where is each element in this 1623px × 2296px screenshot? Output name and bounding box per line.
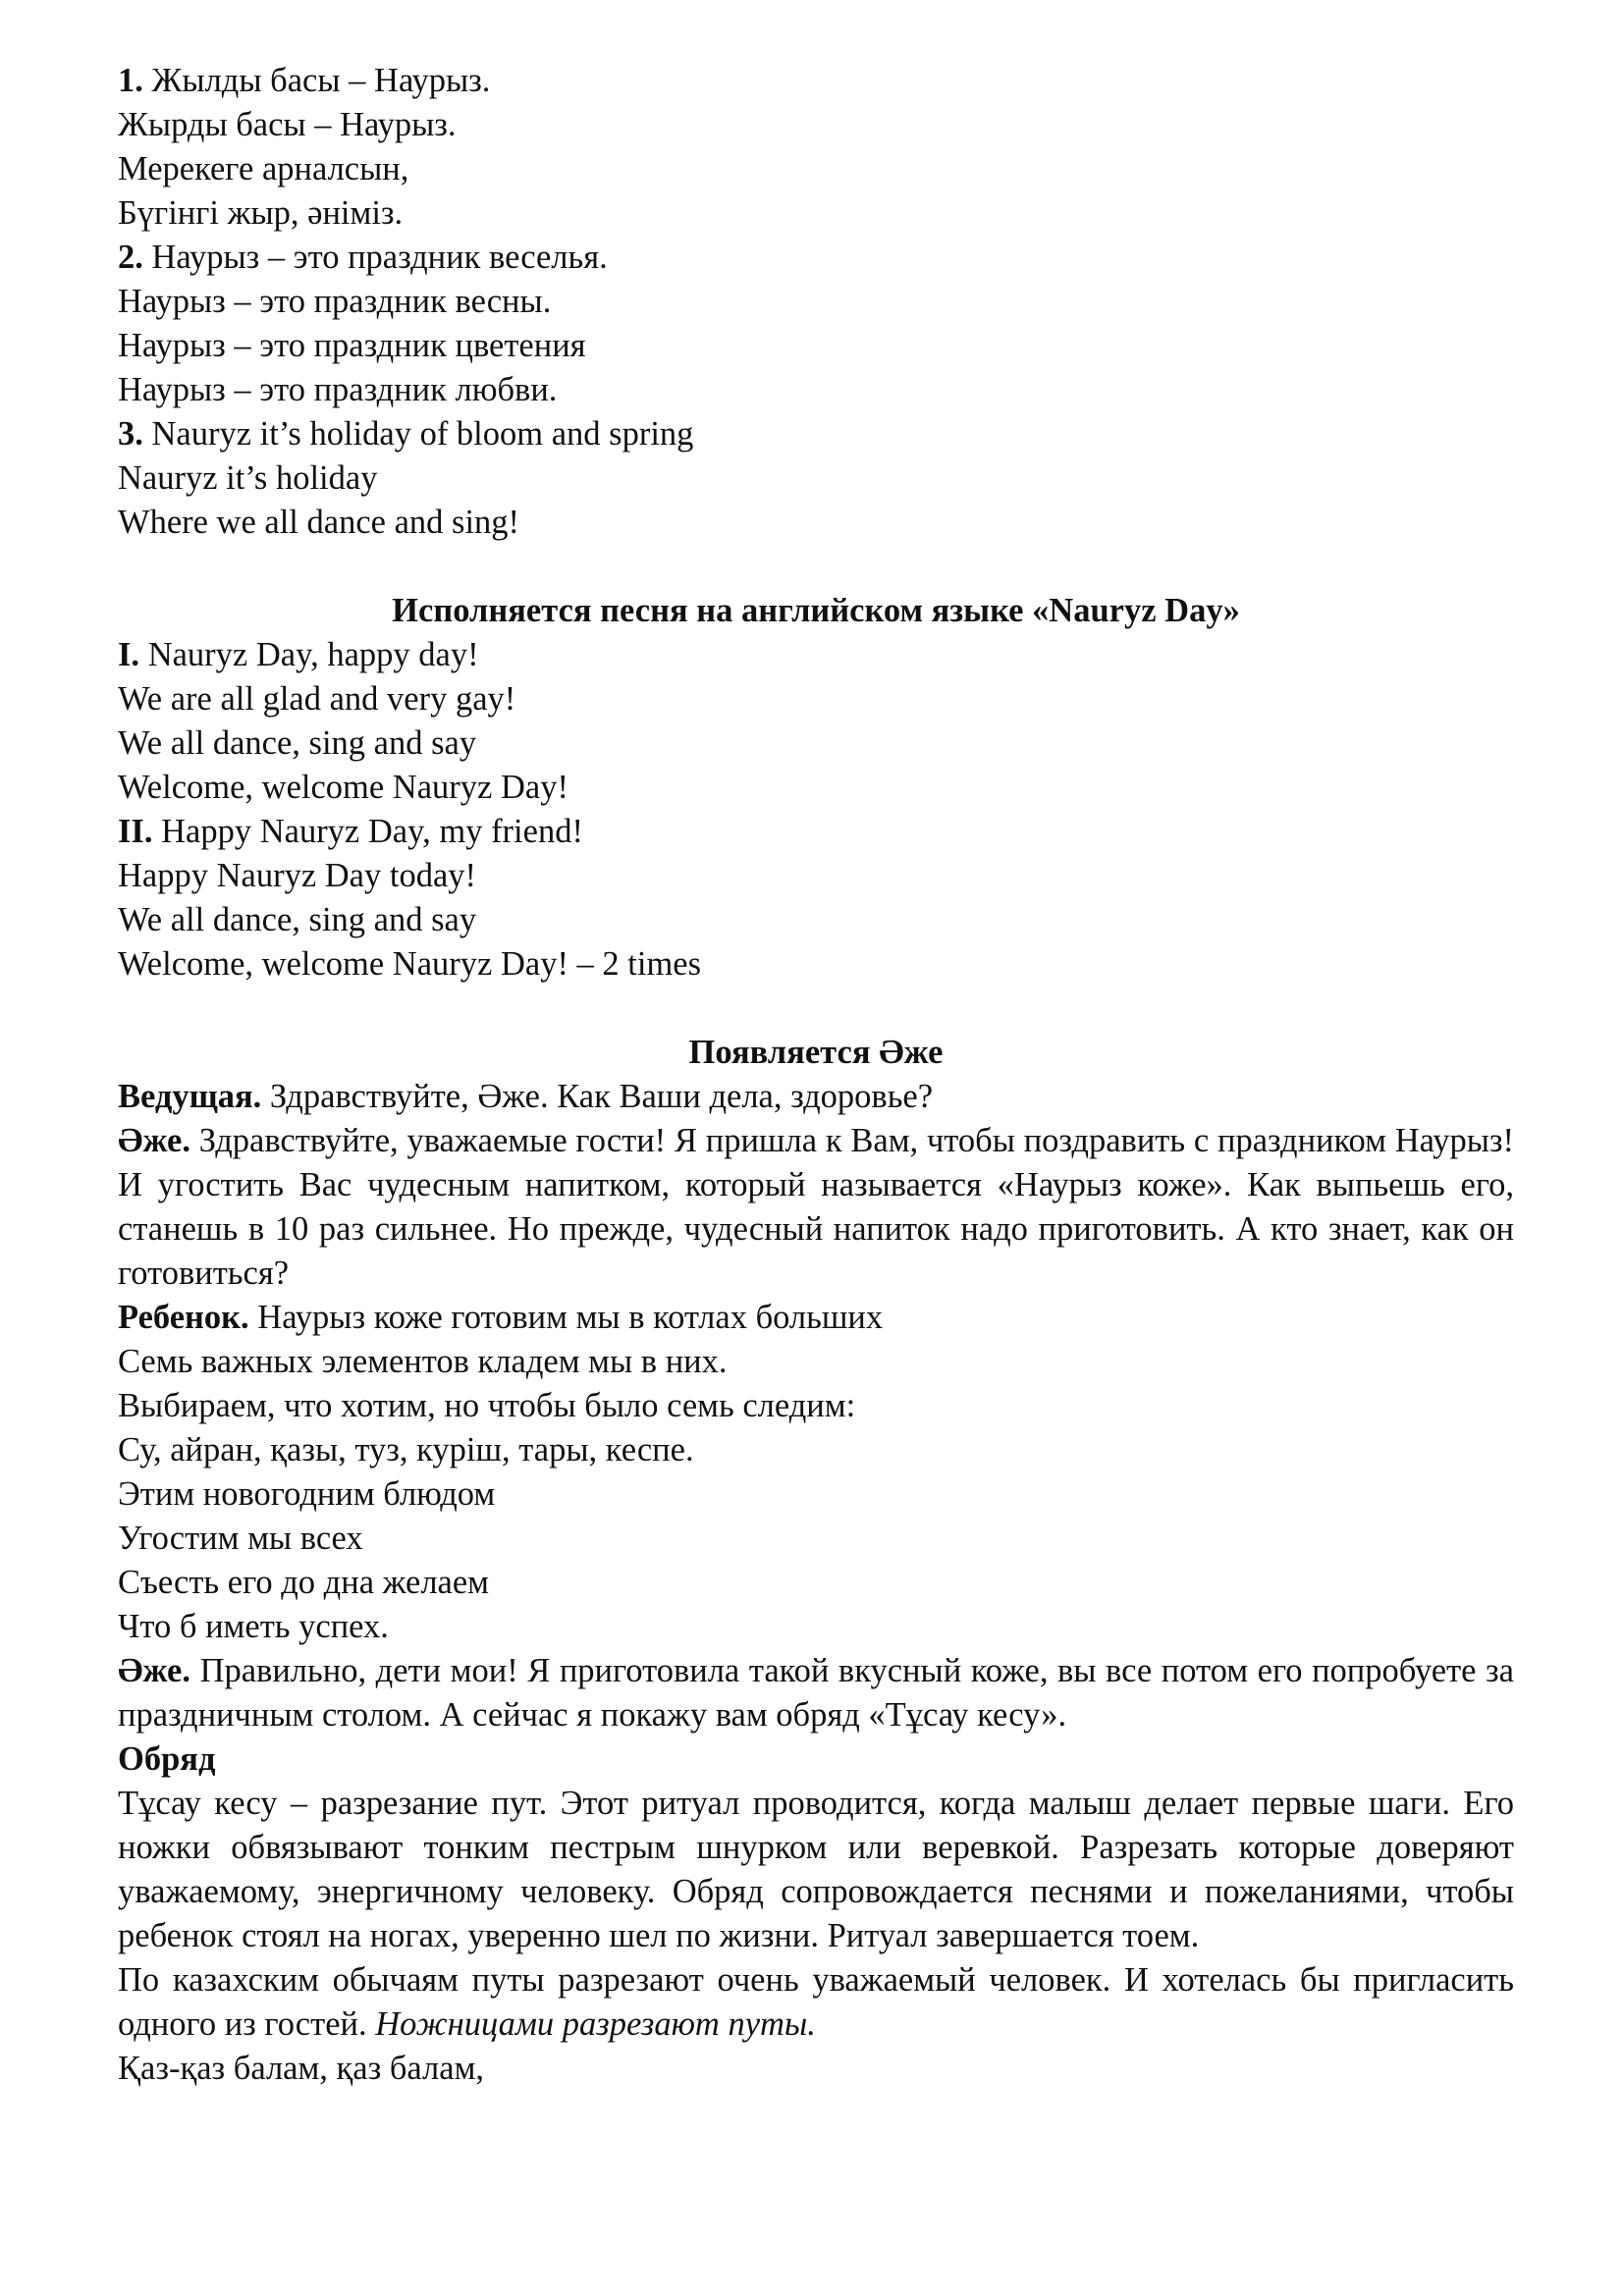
verse-3-line-1 bbox=[118, 412, 1514, 456]
child-line-6: Угостим мы всех bbox=[118, 1520, 363, 1557]
child-line-2: Семь важных элементов кладем мы в них. bbox=[118, 1343, 728, 1380]
verse-1-line-1 bbox=[118, 59, 1514, 103]
aje-second-speech: Правильно, дети мои! Я приготовила такой вкусный коже, вы все потом его попробуете за праздничным столом. А сейчас я покажу вам обряд «Тұсау кесу». bbox=[118, 1652, 1514, 1734]
stanza-2-line-4: Welcome, welcome Nauryz Day! – 2 times bbox=[118, 945, 702, 983]
document-page bbox=[118, 59, 1514, 2091]
rite-description: Тұсау кесу – разрезание пут. Этот ритуал проводится, когда малыш делает первые шаги. Его ножки обвязывают тонким пестрым шнурком или веревкой. Разрезать которые доверяют уважаемому, энергичному человеку. Обряд сопровождается песнями и пожеланиями, чтобы ребенок стоял на ногах, уверенно шел по жизни. Ритуал завершается тоем. bbox=[118, 1785, 1514, 1954]
verse-1-line-3: Мерекеге арналсын, bbox=[118, 150, 409, 187]
aje-speech-paragraph bbox=[118, 1119, 1514, 1296]
stanza-2-line-3: We all dance, sing and say bbox=[118, 901, 477, 938]
stanza-1-line-3: We all dance, sing and say bbox=[118, 724, 477, 762]
speaker-label: Әже. bbox=[118, 1122, 190, 1159]
verse-text: Жылды басы – Наурыз. bbox=[151, 62, 491, 99]
verse-text: Наурыз – это праздник веселья. bbox=[151, 239, 608, 276]
verse-text: Nauryz it’s holiday of bloom and spring bbox=[151, 415, 694, 453]
rite-heading: Обряд bbox=[118, 1740, 216, 1778]
stanza-number: I. bbox=[118, 636, 140, 673]
aje-second-speech-paragraph bbox=[118, 1649, 1514, 1737]
child-speech: Наурыз коже готовим мы в котлах больших bbox=[257, 1299, 884, 1336]
aje-speech: Здравствуйте, уважаемые гости! Я пришла к Вам, чтобы поздравить с праздником Наурыз! И угостить Вас чудесным напитком, который называется «Наурыз коже». Как выпьешь его, станешь в 10 раз сильнее. Но прежде, чудесный напиток надо приготовить. А кто знает, как он готовиться? bbox=[118, 1122, 1514, 1292]
stanza-1-line-2: We are all glad and very gay! bbox=[118, 680, 516, 718]
child-line-7: Съесть его до дна желаем bbox=[118, 1564, 490, 1601]
verse-1-line-4: Бүгінгі жыр, әніміз. bbox=[118, 194, 404, 232]
verse-2-line-3: Наурыз – это праздник цветения bbox=[118, 327, 586, 364]
stanza-2-line-2: Happy Nauryz Day today! bbox=[118, 857, 476, 894]
child-line-5: Этим новогодним блюдом bbox=[118, 1475, 496, 1513]
custom-paragraph bbox=[118, 1958, 1514, 2047]
verse-3-line-2: Nauryz it’s holiday bbox=[118, 459, 378, 497]
verse-number: 3. bbox=[118, 415, 143, 453]
song-heading: Исполняется песня на английском языке «Nauryz Day» bbox=[392, 592, 1240, 629]
spacer bbox=[118, 545, 1514, 589]
verse-2-line-1 bbox=[118, 236, 1514, 280]
scene-heading: Появляется Әже bbox=[688, 1034, 944, 1071]
child-line-3: Выбираем, что хотим, но чтобы было семь следим: bbox=[118, 1387, 856, 1424]
verse-number: 1. bbox=[118, 62, 143, 99]
speaker-label: Ведущая. bbox=[118, 1078, 262, 1115]
verse-3-line-3: Where we all dance and sing! bbox=[118, 504, 520, 541]
child-line-4: Су, айран, қазы, туз, куріш, тары, кеспе. bbox=[118, 1431, 694, 1468]
verse-number: 2. bbox=[118, 239, 143, 276]
verse-2-line-4: Наурыз – это праздник любви. bbox=[118, 371, 558, 408]
stanza-1-line-4: Welcome, welcome Nauryz Day! bbox=[118, 769, 568, 806]
verse-1-line-2: Жырды басы – Наурыз. bbox=[118, 106, 457, 143]
stanza-1-line-1 bbox=[118, 633, 1514, 677]
verse-2-line-2: Наурыз – это праздник весны. bbox=[118, 283, 552, 320]
spacer bbox=[118, 987, 1514, 1031]
stanza-number: II. bbox=[118, 813, 153, 850]
host-speech: Здравствуйте, Әже. Как Ваши дела, здоровье? bbox=[269, 1078, 934, 1115]
stanza-text: Nauryz Day, happy day! bbox=[147, 636, 479, 673]
stage-direction: Ножницами разрезают путы. bbox=[375, 2005, 816, 2043]
child-line-1 bbox=[118, 1296, 1514, 1340]
host-line bbox=[118, 1075, 1514, 1119]
speaker-label: Әже. bbox=[118, 1652, 190, 1689]
stanza-text: Happy Nauryz Day, my friend! bbox=[161, 813, 583, 850]
custom-text: По казахским обычаям путы разрезают очень уважаемый человек. И хотелась бы пригласить одного из гостей. bbox=[118, 1961, 1514, 2043]
speaker-label: Ребенок. bbox=[118, 1299, 249, 1336]
child-line-8: Что б иметь успех. bbox=[118, 1608, 389, 1645]
stanza-2-line-1 bbox=[118, 810, 1514, 854]
last-line: Қаз-қаз балам, қаз балам, bbox=[118, 2050, 485, 2087]
